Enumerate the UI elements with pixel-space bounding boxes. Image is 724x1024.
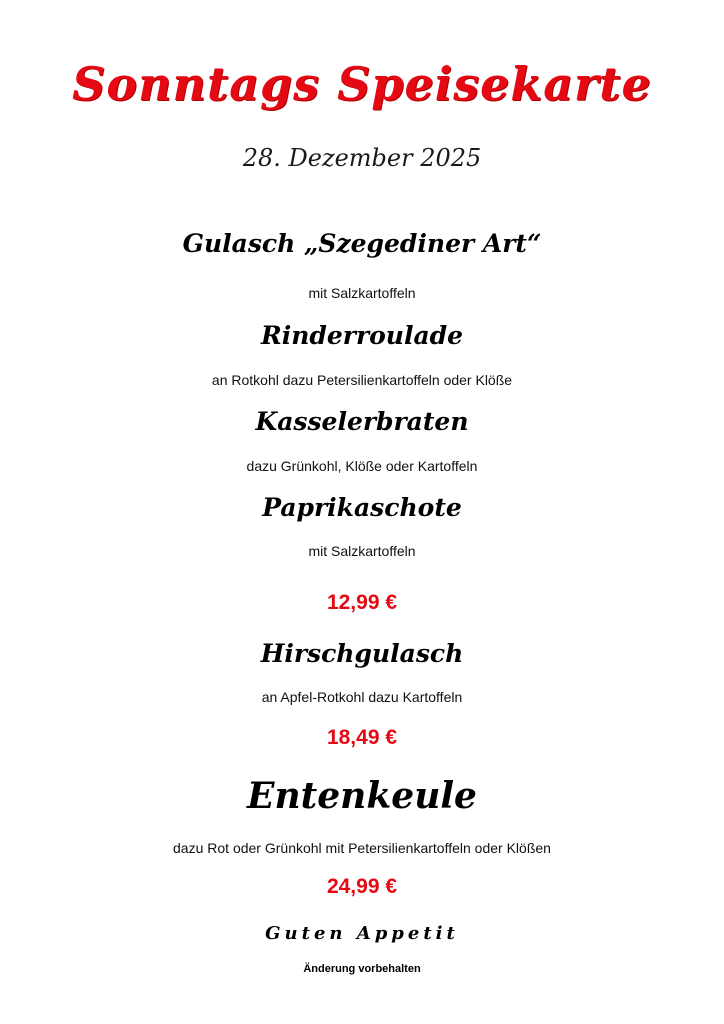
dish-name-paprikaschote: Paprikaschote xyxy=(262,493,462,522)
menu-date: 28. Dezember 2025 xyxy=(242,144,482,172)
price-group-1: 12,99 € xyxy=(326,591,398,614)
dish-name-entenkeule: Entenkeule xyxy=(247,775,477,817)
price-hirschgulasch: 18,49 € xyxy=(326,726,398,749)
dish-description-entenkeule: dazu Rot oder Grünkohl mit Petersilienkartoffeln oder Klößen xyxy=(173,840,551,856)
dish-name-gulasch: Gulasch „Szegediner Art“ xyxy=(182,229,542,258)
dish-description-kasselerbraten: dazu Grünkohl, Klöße oder Kartoffeln xyxy=(246,458,478,474)
disclaimer-note: Änderung vorbehalten xyxy=(303,963,421,975)
dish-name-rinderroulade: Rinderroulade xyxy=(260,321,464,350)
closing-greeting: Guten Appetit xyxy=(265,923,459,944)
menu-title: Sonntags Speisekarte xyxy=(72,57,652,111)
dish-description-gulasch: mit Salzkartoffeln xyxy=(308,285,416,301)
price-entenkeule: 24,99 € xyxy=(326,875,398,898)
dish-description-paprikaschote: mit Salzkartoffeln xyxy=(308,543,416,559)
dish-description-rinderroulade: an Rotkohl dazu Petersilienkartoffeln oder Klöße xyxy=(211,372,513,388)
dish-description-hirschgulasch: an Apfel-Rotkohl dazu Kartoffeln xyxy=(261,689,463,705)
dish-name-hirschgulasch: Hirschgulasch xyxy=(260,639,464,668)
dish-name-kasselerbraten: Kasselerbraten xyxy=(255,407,469,436)
